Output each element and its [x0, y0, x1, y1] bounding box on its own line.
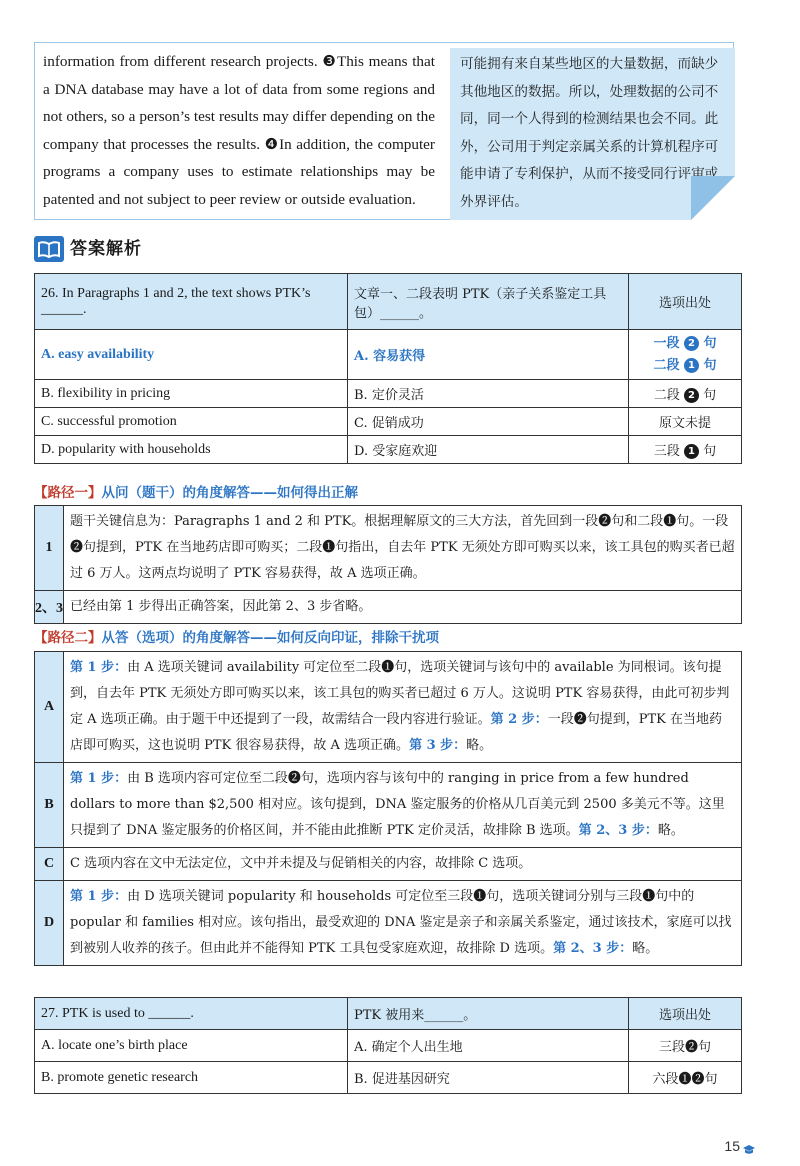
passage-english [43, 48, 435, 213]
route-two-table [34, 651, 742, 966]
option-b-cn: B. 定价灵活 [348, 380, 629, 408]
section-title: 答案解析 [70, 239, 142, 259]
option-b-source: 六段❶❷句 [629, 1062, 742, 1094]
passage-chinese [450, 48, 735, 220]
source-para: 一段 [653, 335, 680, 351]
passage-sentence: This means that a DNA database may have a lot of data from some regions and not others, so a person’s test results may differ depending on the company that processes the results. [43, 53, 435, 153]
table-row [35, 652, 742, 763]
question-text: 27. PTK is used to ______. [35, 998, 348, 1030]
graduation-cap-icon [742, 1141, 756, 1160]
question-text: 26. In Paragraphs 1 and 2, the text shows PTK’s ______. [35, 274, 348, 330]
analysis-text [64, 881, 742, 966]
option-c-cn: C. 促销成功 [348, 408, 629, 436]
table-row [35, 506, 742, 591]
step-label: 第 2 步： [490, 712, 548, 727]
option-a-source: 一段 2 句 二段 1 句 [629, 330, 742, 380]
analysis-sentence: 由 B 选项内容可定位至二段❷句，选项内容与该句中的 ranging in price from a few hundred dollars to more than $2,500 相对应。该句提到，DNA 鉴定服务的价格从几百美元到 2500 多美元不等。这里只提到了 DNA 鉴定服务的价格区间，并不能由此推断 PTK 定价灵活，故排除 B 选项。 [70, 771, 725, 838]
option-a-en: A. easy availability [35, 330, 348, 380]
step-label: 1 [35, 506, 64, 591]
page-fold-shadow [691, 176, 735, 220]
route-title: 从答（选项）的角度解答——如何反向印证，排除干扰项 [101, 630, 439, 646]
option-a-source: 三段❷句 [629, 1030, 742, 1062]
source-header: 选项出处 [629, 998, 742, 1030]
source-para: 二段 [653, 357, 680, 373]
question-translation: PTK 被用来______。 [348, 998, 629, 1030]
option-a-cn: A. 容易获得 [348, 330, 629, 380]
table-row [35, 1030, 742, 1062]
step-label: 第 2、3 步： [553, 941, 633, 956]
book-icon [34, 236, 64, 262]
q27-table [34, 997, 742, 1094]
table-row [35, 848, 742, 881]
route-tag: 【路径一】 [34, 485, 102, 501]
analysis-sentence: 略。 [466, 738, 493, 753]
option-d-cn: D. 受家庭欢迎 [348, 436, 629, 464]
option-c-source: 原文未提 [629, 408, 742, 436]
sentence-number: 2 [684, 336, 699, 351]
route-title: 从问（题干）的角度解答——如何得出正解 [101, 485, 358, 501]
route-one-heading [34, 481, 358, 501]
table-row [35, 591, 742, 624]
analysis-text [64, 848, 742, 881]
step-label: 2、3 [35, 591, 64, 624]
table-row [35, 763, 742, 848]
option-label: B [35, 763, 64, 848]
option-d-source: 三段 1 句 [629, 436, 742, 464]
step-text: 已经由第 1 步得出正确答案，因此第 2、3 步省略。 [64, 591, 742, 624]
table-row [35, 881, 742, 966]
analysis-sentence: 略。 [657, 823, 684, 838]
source-para: 二段 [653, 388, 680, 403]
analysis-text [64, 763, 742, 848]
option-b-en: B. flexibility in pricing [35, 380, 348, 408]
q26-table [34, 273, 742, 464]
option-label: C [35, 848, 64, 881]
analysis-sentence: 一段❷句提到，PTK 在当地药店即可购买，这也说明 PTK 很容易获得，故 A 选项正确。 [70, 712, 723, 753]
table-header-row [35, 998, 742, 1030]
step-label: 第 1 步： [70, 660, 128, 675]
step-label: 第 3 步： [409, 738, 467, 753]
table-header-row [35, 274, 742, 330]
analysis-sentence: 略。 [632, 941, 659, 956]
table-row [35, 408, 742, 436]
option-label: D [35, 881, 64, 966]
route-one-table [34, 505, 742, 624]
option-b-cn: B. 促进基因研究 [348, 1062, 629, 1094]
option-b-en: B. promote genetic research [35, 1062, 348, 1094]
table-row [35, 436, 742, 464]
step-label: 第 2、3 步： [578, 823, 658, 838]
table-row [35, 330, 742, 380]
sentence-number: 1 [684, 358, 699, 373]
sentence-number: 2 [684, 388, 699, 403]
route-two-heading [34, 626, 439, 646]
step-label: 第 1 步： [70, 771, 128, 786]
analysis-text [64, 652, 742, 763]
analysis-sentence: 由 D 选项关键词 popularity 和 households 可定位至三段❶句，选项关键词分别与三段❶句中的 popular 和 families 相对应。该句指出，最受欢迎的 DNA 鉴定是亲子和亲属关系鉴定，通过该技术，家庭可以找到被别人收养的孩子。但由此并不能得知 PTK 工具包受家庭欢迎，故排除 D 选项。 [70, 889, 732, 956]
source-header: 选项出处 [629, 274, 742, 330]
option-d-en: D. popularity with households [35, 436, 348, 464]
table-row [35, 1062, 742, 1094]
step-text: 题干关键信息为：Paragraphs 1 and 2 和 PTK。根据理解原文的三大方法，首先回到一段❷句和二段❶句。一段❷句提到，PTK 在当地药店即可购买；二段❶句指出，自去年 PTK 无须处方即可购买以来，该工具包的购买者已超过 6 万人。这两点均说明了 PTK 容易获得，故 A 选项正确。 [64, 506, 742, 591]
option-b-source: 二段 2 句 [629, 380, 742, 408]
passage-sentence: information from different research projects. [43, 53, 323, 70]
route-tag: 【路径二】 [34, 630, 102, 646]
option-label: A [35, 652, 64, 763]
table-row [35, 380, 742, 408]
step-label: 第 1 步： [70, 889, 128, 904]
question-translation: 文章一、二段表明 PTK（亲子关系鉴定工具包）______。 [348, 274, 629, 330]
option-a-en: A. locate one’s birth place [35, 1030, 348, 1062]
passage-sentence: In addition, the computer programs a company uses to estimate relationships may be patented and not subject to peer review or outside evaluation. [43, 135, 435, 208]
sentence-marker-3: ❸ [322, 53, 337, 70]
analysis-sentence: 由 A 选项关键词 availability 可定位至二段❶句，选项关键词与该句中的 available 为同根词。该句提到，自去年 PTK 无须处方即可购买以来，该工具包的购买者已超过 6 万人。这说明 PTK 容易获得，由此可初步判定 A 选项正确。由于题干中还提到了一段，故需结合一段内容进行验证。 [70, 660, 730, 727]
source-para: 三段 [653, 444, 680, 459]
option-c-en: C. successful promotion [35, 408, 348, 436]
passage-translation: 可能拥有来自某些地区的大量数据，而缺少其他地区的数据。所以，处理数据的公司不同，同一个人得到的检测结果也会不同。此外，公司用于判定亲属关系的计算机程序可能申请了专利保护，从而不接受同行评审或外界评估。 [460, 56, 719, 210]
page-number: 15 [724, 1138, 740, 1154]
sentence-marker-4: ❹ [264, 135, 280, 153]
sentence-number: 1 [684, 444, 699, 459]
analysis-sentence: C 选项内容在文中无法定位，文中并未提及与促销相关的内容，故排除 C 选项。 [70, 856, 532, 871]
option-a-cn: A. 确定个人出生地 [348, 1030, 629, 1062]
